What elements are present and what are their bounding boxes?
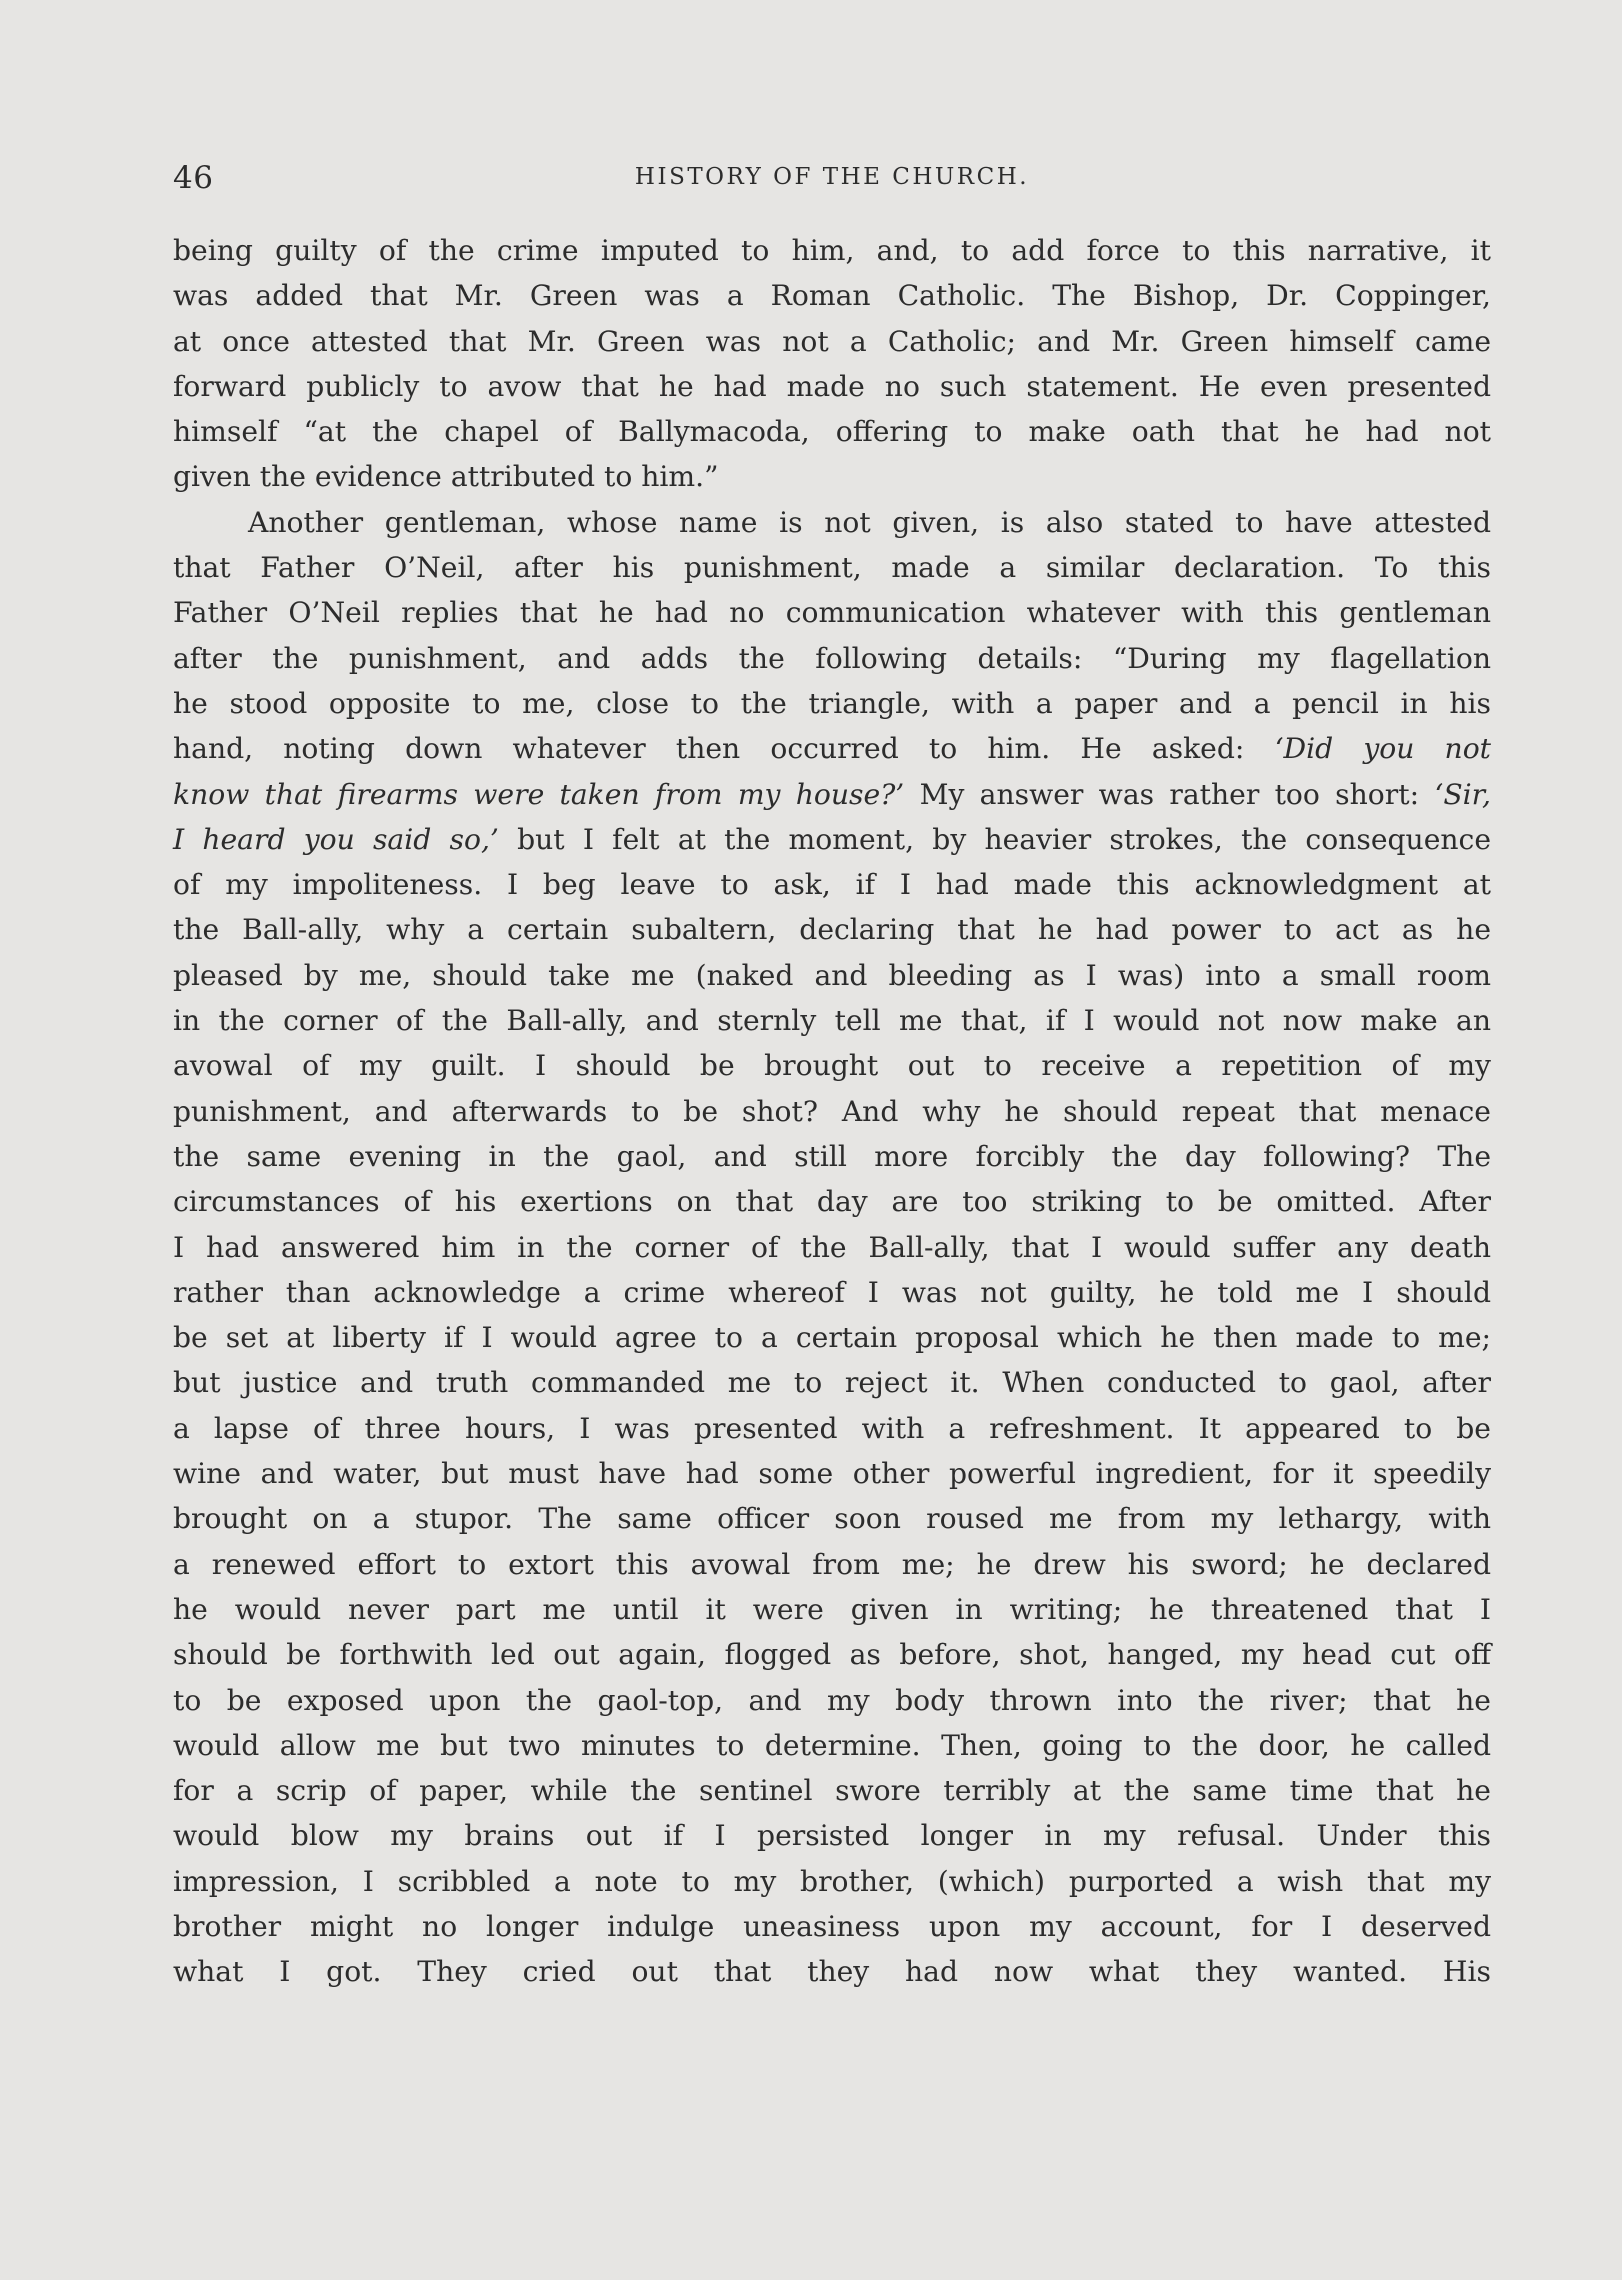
text-line [173,681,1491,726]
text-line [173,1587,1491,1632]
text-line [173,1043,1491,1088]
text-span: Another gentleman, whose name is not given, is also stated to have attested [248,505,1491,539]
text-line [173,500,1491,545]
text-span: rather than acknowledge a crime whereof I was not guilty, he told me I should [173,1275,1491,1309]
text-span: would blow my brains out if I persisted longer in my refusal. Under this [173,1819,1491,1853]
text-span: that Father O’Neil, after his punishment, made a similar declaration. To this [173,551,1491,585]
text-span: should be forthwith led out again, flogged as before, shot, hanged, my head cut off [173,1638,1491,1672]
text-line [173,545,1491,590]
text-line [173,319,1491,364]
text-span: Father O’Neil replies that he had no communication whatever with this gentleman [173,596,1491,630]
text-span: he would never part me until it were given in writing; he threatened that I [173,1592,1491,1626]
page-header [173,160,1491,200]
page-number: 46 [173,160,214,196]
running-head: HISTORY OF THE CHURCH. [634,164,1030,190]
text-line [173,998,1491,1043]
text-span: but I felt at the moment, by heavier strokes, the consequence [498,822,1491,856]
text-line [173,364,1491,409]
text-span: I had answered him in the corner of the Ball-ally, that I would suffer any death [173,1230,1491,1264]
text-span: a lapse of three hours, I was presented with a refreshment. It appeared to be [173,1411,1491,1445]
text-line [173,409,1491,454]
text-line [173,862,1491,907]
text-line [173,636,1491,681]
text-span: circumstances of his exertions on that day are too striking to be omitted. After [173,1185,1491,1219]
text-line [173,454,1491,499]
text-line [173,1859,1491,1904]
text-span: impression, I scribbled a note to my brother, (which) purported a wish that my [173,1864,1491,1898]
italic-span: ‘Sir, [1434,777,1491,811]
body-text [173,228,1491,1995]
italic-span: ‘Did you not [1274,732,1492,766]
text-span: avowal of my guilt. I should be brought out to receive a repetition of my [173,1049,1491,1083]
text-span: would allow me but two minutes to determine. Then, going to the door, he called [173,1728,1491,1762]
text-line [173,1813,1491,1858]
text-span: what I got. They cried out that they had now what they wanted. His [173,1955,1491,1989]
text-line [173,817,1491,862]
text-line [173,1270,1491,1315]
italic-span: I heard you said so,’ [173,822,499,856]
text-span: to be exposed upon the gaol-top, and my body thrown into the river; that he [173,1683,1491,1717]
text-span: a renewed effort to extort this avowal from me; he drew his sword; he declared [173,1547,1491,1581]
text-span: forward publicly to avow that he had made no such statement. He even presented [173,369,1491,403]
text-span: be set at liberty if I would agree to a certain proposal which he then made to me; [173,1321,1491,1355]
text-line [173,1089,1491,1134]
text-line [173,1632,1491,1677]
text-span: he stood opposite to me, close to the triangle, with a paper and a pencil in his [173,686,1491,720]
text-span: brother might no longer indulge uneasiness upon my account, for I deserved [173,1909,1491,1943]
text-line [173,953,1491,998]
text-line [173,1451,1491,1496]
text-line [173,1949,1491,1994]
text-span: in the corner of the Ball-ally, and sternly tell me that, if I would not now make an [173,1004,1491,1038]
text-span: after the punishment, and adds the following details: “During my flagellation [173,641,1491,675]
text-line [173,1315,1491,1360]
text-line [173,590,1491,635]
text-span: punishment, and afterwards to be shot? And why he should repeat that menace [173,1094,1491,1128]
text-span: wine and water, but must have had some other powerful ingredient, for it speedily [173,1457,1491,1491]
text-line [173,1904,1491,1949]
text-span: at once attested that Mr. Green was not a Catholic; and Mr. Green himself came [173,324,1491,358]
text-line [173,1723,1491,1768]
text-span: the same evening in the gaol, and still more forcibly the day following? The [173,1139,1491,1173]
text-line [173,1225,1491,1270]
text-line [173,772,1491,817]
text-line [173,907,1491,952]
text-line [173,1542,1491,1587]
text-span: but justice and truth commanded me to reject it. When conducted to gaol, after [173,1366,1491,1400]
text-span: brought on a stupor. The same officer soon roused me from my lethargy, with [173,1502,1491,1536]
italic-span: know that firearms were taken from my house?’ [173,777,905,811]
text-span: of my impoliteness. I beg leave to ask, if I had made this acknowledgment at [173,868,1491,902]
text-line [173,1768,1491,1813]
text-line [173,1406,1491,1451]
text-span: pleased by me, should take me (naked and bleeding as I was) into a small room [173,958,1491,992]
text-span: was added that Mr. Green was a Roman Catholic. The Bishop, Dr. Coppinger, [173,279,1491,313]
text-span: given the evidence attributed to him.” [173,460,719,494]
text-span: being guilty of the crime imputed to him, and, to add force to this narrative, it [173,234,1491,267]
text-line [173,726,1491,771]
text-line [173,228,1491,273]
text-span: the Ball-ally, why a certain subaltern, declaring that he had power to act as he [173,913,1491,947]
text-span: hand, noting down whatever then occurred to him. He asked: [173,732,1275,766]
text-line [173,1360,1491,1405]
text-line [173,1179,1491,1224]
text-line [173,273,1491,318]
text-span: My answer was rather too short: [904,777,1435,811]
text-line [173,1678,1491,1723]
text-span: himself “at the chapel of Ballymacoda, offering to make oath that he had not [173,415,1491,449]
text-line [173,1134,1491,1179]
text-span: for a scrip of paper, while the sentinel swore terribly at the same time that he [173,1774,1491,1808]
text-line [173,1496,1491,1541]
